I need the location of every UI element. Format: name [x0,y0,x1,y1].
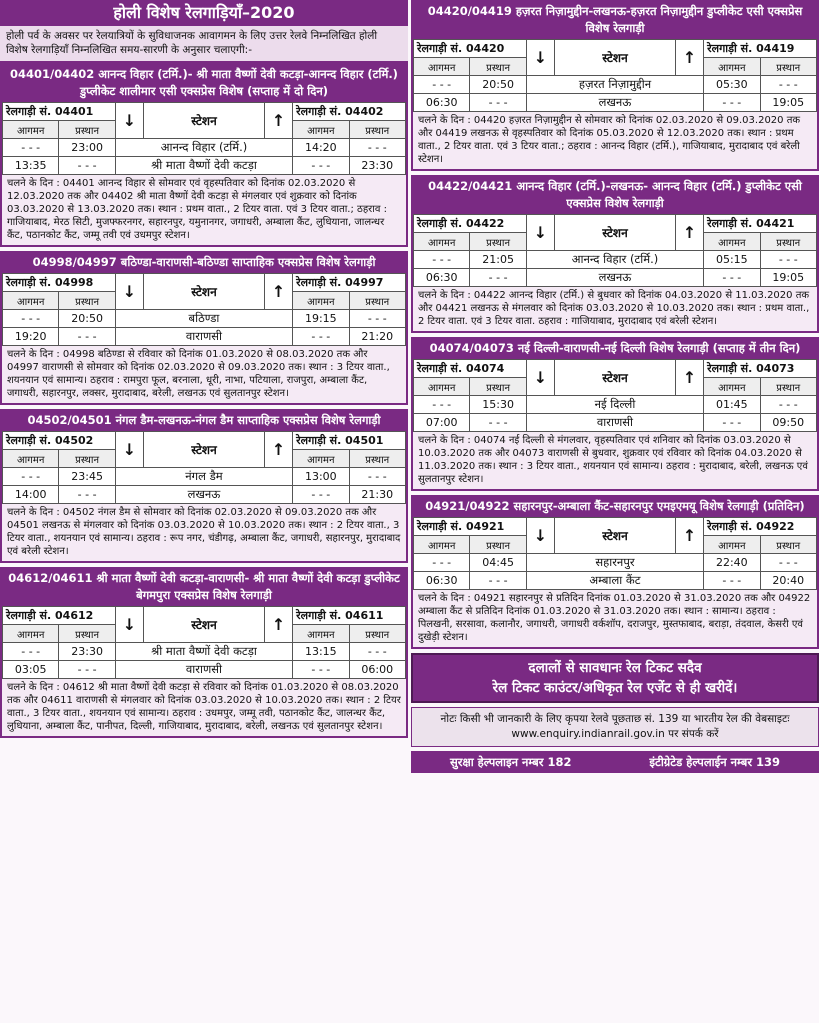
arrival-header: आगमन [704,58,760,76]
down-departure-time: 21:05 [470,251,526,269]
train-header: 04612/04611 श्री माता वैष्णों देवी कटड़ा-वाराणसी- श्री माता वैष्णों देवी कटड़ा डुप्लीकेट बेगमपुरा एक्सप्रेस विशेष रेलगाड़ी [2,569,406,606]
up-arrival-time: 05:30 [704,76,760,94]
down-arrow-icon: ↓ [115,274,143,310]
train-details: चलने के दिन : 04921 सहारनपुर से प्रतिदिन दिनांक 01.03.2020 से 31.03.2020 तक और 04922 अम्बाला कैंट से प्रतिदिन दिनांक 01.03.2020 से 31.03.2020 तक। स्थान : सामान्य। ठहराव : पिलखनी, सरसावा, कलानौर, जगाधरी, जगाधरी वर्कशॉप, दराजपुर, मुस्तफाबाद, बराड़ा, तंदवाल, केसरी एवं दुखेड़ी स्टेशन। [413,590,817,647]
down-departure-time: 23:00 [59,139,115,157]
station-name: वाराणसी [115,328,292,346]
departure-header: प्रस्थान [470,233,526,251]
up-arrival-time: - - - [293,661,349,679]
schedule-row [414,269,817,287]
arrival-header: आगमन [414,378,470,396]
up-arrow-icon: ↑ [264,274,292,310]
train-card [0,251,408,405]
down-departure-time: 20:50 [470,76,526,94]
down-arrival-time: 03:05 [3,661,59,679]
schedule-table [413,39,817,112]
departure-header: प्रस्थान [349,292,405,310]
up-arrival-time: - - - [293,486,349,504]
left-column [0,0,408,742]
helpline-bar [411,751,819,773]
station-name: आनन्द विहार (टर्मि.) [115,139,292,157]
page-title: होली विशेष रेलगाड़ियाँ–2020 [0,0,408,26]
departure-header: प्रस्थान [59,292,115,310]
down-departure-time: 04:45 [470,554,526,572]
schedule-row [3,310,406,328]
train-details: चलने के दिन : 04422 आनन्द विहार (टर्मि.) से बुधवार को दिनांक 04.03.2020 से 11.03.2020 तक और 04421 लखनऊ से मंगलवार को दिनांक 03.03.2020 से 10.03.2020 तक। स्थान : प्रथम वाता., 2 टियर वाता. एवं 3 टियर वाता. ठहराव : गाजियाबाद, मुरादाबाद एवं बरेली स्टेशन। [413,287,817,331]
schedule-row [414,572,817,590]
warning-line-1: दलालों से सावधानः रेल टिकट सदैव [528,660,702,676]
schedule-table [413,359,817,432]
departure-header: प्रस्थान [59,625,115,643]
down-arrival-time: 13:35 [3,157,59,175]
train-header: 04998/04997 बठिण्डा-वाराणसी-बठिण्डा साप्ताहिक एक्सप्रेस विशेष रेलगाड़ी [2,253,406,273]
departure-header: प्रस्थान [470,378,526,396]
down-arrow-icon: ↓ [526,40,554,76]
schedule-table [2,273,406,346]
arrival-header: आगमन [3,292,59,310]
down-arrow-icon: ↓ [115,103,143,139]
train-card [411,337,819,491]
train-number-row [414,360,817,378]
down-arrival-time: - - - [3,643,59,661]
schedule-row [3,643,406,661]
enquiry-note: नोटः किसी भी जानकारी के लिए कृपया रेलवे पूछताछ सं. 139 या भारतीय रेल की वेबसाइटः www.enquiry.indianrail.gov.in पर संपर्क करें [411,707,819,747]
down-arrow-icon: ↓ [526,518,554,554]
schedule-row [414,94,817,112]
security-helpline: सुरक्षा हेल्पलाइन नम्बर 182 [449,755,572,769]
train-card [411,495,819,649]
station-name: श्री माता वैष्णों देवी कटड़ा [115,157,292,175]
down-arrival-time: - - - [3,310,59,328]
arrival-header: आगमन [414,536,470,554]
schedule-table [413,517,817,590]
train-card [0,409,408,563]
down-departure-time: - - - [470,414,526,432]
train-card [0,567,408,738]
integrated-helpline: इंटीग्रेटेड हेल्पलाईन नम्बर 139 [649,755,781,769]
up-departure-time: - - - [349,643,405,661]
up-arrow-icon: ↑ [675,518,703,554]
down-train-number: रेलगाड़ी सं. 04502 [3,432,116,450]
down-departure-time: - - - [59,328,115,346]
station-name: नई दिल्ली [526,396,703,414]
train-details: चलने के दिन : 04998 बठिण्डा से रविवार को दिनांक 01.03.2020 से 08.03.2020 तक और 04997 वाराणसी से सोमवार को दिनांक 02.03.2020 से 09.03.2020 तक। स्थान : 3 टियर वाता., शयनयान एवं सामान्य। ठहराव : रामपुरा फूल, बरनाला, धूरी, नाभा, पटियाला, राजपुरा, अम्बाला कैंट, जगाधरी, सहारनपुर, लक्सर, मुरादाबाद, बरेली, लखनऊ एवं सुलतानपुर स्टेशन। [2,346,406,403]
train-details: चलने के दिन : 04074 नई दिल्ली से मंगलवार, वृहस्पतिवार एवं शनिवार को दिनांक 03.03.2020 से 10.03.2020 तक और 04073 वाराणसी से बुधवार, शुक्रवार एवं रविवार को दिनांक 04.03.2020 से 11.03.2020 तक। स्थान : 3 टियर वाता., शयनयान एवं सामान्य। ठहराव : मुरादाबाद, बरेली, लखनऊ एवं सुलतानपुर स्टेशन। [413,432,817,489]
up-arrival-time: 14:20 [293,139,349,157]
station-heading: स्टेशन [144,607,265,643]
down-arrival-time: - - - [414,251,470,269]
up-arrival-time: - - - [704,572,760,590]
schedule-table [2,102,406,175]
up-departure-time: - - - [760,396,816,414]
schedule-row [3,139,406,157]
up-arrival-time: - - - [293,157,349,175]
down-arrival-time: - - - [3,139,59,157]
arrival-header: आगमन [3,625,59,643]
down-arrival-time: 19:20 [3,328,59,346]
departure-header: प्रस्थान [470,536,526,554]
schedule-row [414,414,817,432]
down-arrival-time: 07:00 [414,414,470,432]
departure-header: प्रस्थान [349,450,405,468]
schedule-table [2,431,406,504]
up-arrival-time: 22:40 [704,554,760,572]
departure-header: प्रस्थान [760,536,816,554]
train-card [411,175,819,333]
down-departure-time: - - - [470,94,526,112]
station-heading: स्टेशन [555,40,676,76]
schedule-table [2,606,406,679]
schedule-row [3,486,406,504]
schedule-row [3,157,406,175]
up-departure-time: 23:30 [349,157,405,175]
down-arrival-time: - - - [414,396,470,414]
departure-header: प्रस्थान [760,233,816,251]
up-arrival-time: 13:00 [293,468,349,486]
down-departure-time: - - - [59,157,115,175]
train-header: 04420/04419 हज़रत निज़ामुद्दीन-लखनऊ-हज़रत निज़ामुद्दीन डुप्लीकेट एसी एक्सप्रेस विशेष रेलगाड़ी [413,2,817,39]
train-number-row [414,40,817,58]
right-train-list [411,0,819,649]
arrival-header: आगमन [3,121,59,139]
train-details: चलने के दिन : 04401 आनन्द विहार से सोमवार एवं वृहस्पतिवार को दिनांक 02.03.2020 से 12.03.2020 तक और 04402 श्री माता वैष्णों देवी कटड़ा से मंगलवार एवं शुक्रवार को दिनांक 03.03.2020 से 13.03.2020 तक। स्थान : प्रथम वाता., 2 टियर वाता. एवं 3 टियर वाता.; ठहराव : गाजियाबाद, मेरठ सिटी, मुजफ्फरनगर, सहारनपुर, यमुनानगर, जगाधरी, अम्बाला कैंट, लुधियाना, जालन्धर कैंट, पठानकोट कैंट, जम्मू तवी एवं उधमपुर स्टेशन। [2,175,406,245]
up-arrow-icon: ↑ [264,607,292,643]
up-departure-time: 20:40 [760,572,816,590]
up-arrow-icon: ↑ [675,360,703,396]
arrival-header: आगमन [704,378,760,396]
right-column [411,0,819,773]
schedule-row [3,468,406,486]
down-train-number: रेलगाड़ी सं. 04998 [3,274,116,292]
intro-text: होली पर्व के अवसर पर रेलयात्रियों के सुविधाजनक आवागमन के लिए उत्तर रेलवे निम्नलिखित होली विशेष रेलगाड़ियाँ निम्नलिखित समय-सारणी के अनुसार चलाएगी:- [0,26,408,63]
down-train-number: रेलगाड़ी सं. 04401 [3,103,116,121]
train-number-row [3,432,406,450]
station-heading: स्टेशन [555,360,676,396]
schedule-row [3,661,406,679]
up-train-number: रेलगाड़ी सं. 04501 [293,432,406,450]
down-departure-time: 15:30 [470,396,526,414]
train-card [411,0,819,171]
schedule-row [414,396,817,414]
station-name: आनन्द विहार (टर्मि.) [526,251,703,269]
arrival-header: आगमन [414,58,470,76]
down-arrival-time: - - - [414,554,470,572]
train-header: 04401/04402 आनन्द विहार (टर्मि.)- श्री माता वैष्णों देवी कटड़ा-आनन्द विहार (टर्मि.) डुप्लीकेट शालीमार एसी एक्सप्रेस विशेष (सप्ताह में दो दिन) [2,65,406,102]
arrival-header: आगमन [293,450,349,468]
station-name: लखनऊ [526,94,703,112]
station-heading: स्टेशन [144,103,265,139]
station-name: वाराणसी [526,414,703,432]
down-arrival-time: - - - [3,468,59,486]
train-details: चलने के दिन : 04420 हज़रत निज़ामुद्दीन से सोमवार को दिनांक 02.03.2020 से 09.03.2020 तक और 04419 लखनऊ से वृहस्पतिवार को दिनांक 05.03.2020 से 12.03.2020 तक। स्थान : प्रथम वाता., 2 टियर वाता. एवं 3 टियर वाता.; ठहराव : आनन्द विहार (टर्मि.), गाजियाबाद, मुरादाबाद एवं बरेली स्टेशन। [413,112,817,169]
up-arrival-time: 01:45 [704,396,760,414]
station-name: नंगल डैम [115,468,292,486]
train-number-row [414,215,817,233]
station-name: अम्बाला कैंट [526,572,703,590]
down-arrival-time: - - - [414,76,470,94]
up-departure-time: - - - [760,76,816,94]
down-departure-time: 23:30 [59,643,115,661]
down-arrival-time: 06:30 [414,269,470,287]
down-arrow-icon: ↓ [115,607,143,643]
down-arrival-time: 06:30 [414,94,470,112]
up-arrow-icon: ↑ [264,103,292,139]
departure-header: प्रस्थान [760,378,816,396]
up-train-number: रेलगाड़ी सं. 04997 [293,274,406,292]
down-train-number: रेलगाड़ी सं. 04074 [414,360,527,378]
down-train-number: रेलगाड़ी सं. 04420 [414,40,527,58]
train-header: 04502/04501 नंगल डैम-लखनऊ-नंगल डैम साप्ताहिक एक्सप्रेस विशेष रेलगाड़ी [2,411,406,431]
up-arrival-time: 13:15 [293,643,349,661]
station-name: लखनऊ [526,269,703,287]
up-departure-time: 09:50 [760,414,816,432]
arrival-header: आगमन [293,625,349,643]
up-train-number: रेलगाड़ी सं. 04611 [293,607,406,625]
down-departure-time: 23:45 [59,468,115,486]
arrival-header: आगमन [414,233,470,251]
up-arrow-icon: ↑ [675,40,703,76]
arrival-header: आगमन [704,536,760,554]
train-header: 04074/04073 नई दिल्ली-वाराणसी-नई दिल्ली विशेष रेलगाड़ी (सप्ताह में तीन दिन) [413,339,817,359]
departure-header: प्रस्थान [349,121,405,139]
up-train-number: रेलगाड़ी सं. 04922 [704,518,817,536]
down-arrow-icon: ↓ [115,432,143,468]
train-details: चलने के दिन : 04612 श्री माता वैष्णों देवी कटड़ा से रविवार को दिनांक 01.03.2020 से 08.03.2020 तक और 04611 वाराणसी से मंगलवार को दिनांक 03.03.2020 से 10.03.2020 तक। स्थान : 2 टियर वाता., 3 टियर वाता., शयनयान एवं सामान्य। ठहराव : उधमपुर, जम्मू तवी, पठानकोट कैंट, जालन्धर कैंट, लुधियाना, अम्बाला कैंट, पानीपत, दिल्ली, गाजियाबाद, मुरादाबाद, बरेली, लखनऊ एवं सुलतानपुर स्टेशन। [2,679,406,736]
down-departure-time: - - - [470,572,526,590]
down-departure-time: - - - [470,269,526,287]
up-arrival-time: - - - [704,414,760,432]
station-heading: स्टेशन [555,518,676,554]
up-arrival-time: 19:15 [293,310,349,328]
station-name: सहारनपुर [526,554,703,572]
train-number-row [3,103,406,121]
left-train-list [0,63,408,738]
station-name: हज़रत निज़ामुद्दीन [526,76,703,94]
up-departure-time: 06:00 [349,661,405,679]
departure-header: प्रस्थान [760,58,816,76]
arrival-header: आगमन [704,233,760,251]
up-arrival-time: - - - [704,94,760,112]
down-train-number: रेलगाड़ी सं. 04921 [414,518,527,536]
train-details: चलने के दिन : 04502 नंगल डैम से सोमवार को दिनांक 02.03.2020 से 09.03.2020 तक और 04501 लखनऊ से मंगलवार को दिनांक 03.03.2020 से 10.03.2020 तक। स्थान : 2 टियर वाता., 3 टियर वाता., शयनयान एवं सामान्य। ठहराव : रूप नगर, चंडीगढ़, अम्बाला कैंट, जगाधरी, सहारनपुर, मुरादाबाद एवं बरेली स्टेशन। [2,504,406,561]
station-name: बठिण्डा [115,310,292,328]
down-arrival-time: 14:00 [3,486,59,504]
up-departure-time: 19:05 [760,269,816,287]
warning-line-2: रेल टिकट काउंटर/अधिकृत रेल एजेंट से ही खरीदें। [492,680,738,696]
departure-header: प्रस्थान [349,625,405,643]
down-train-number: रेलगाड़ी सं. 04422 [414,215,527,233]
up-arrow-icon: ↑ [675,215,703,251]
warning-banner [411,653,819,703]
schedule-row [414,554,817,572]
train-number-row [3,274,406,292]
down-arrival-time: 06:30 [414,572,470,590]
train-header: 04422/04421 आनन्द विहार (टर्मि.)-लखनऊ- आनन्द विहार (टर्मि.) डुप्लीकेट एसी एक्सप्रेस विशेष रेलगाड़ी [413,177,817,214]
station-heading: स्टेशन [144,432,265,468]
station-heading: स्टेशन [144,274,265,310]
up-departure-time: 21:30 [349,486,405,504]
train-number-row [414,518,817,536]
down-departure-time: 20:50 [59,310,115,328]
up-departure-time: 21:20 [349,328,405,346]
up-arrival-time: 05:15 [704,251,760,269]
schedule-row [414,251,817,269]
up-departure-time: - - - [349,310,405,328]
station-name: श्री माता वैष्णों देवी कटड़ा [115,643,292,661]
up-departure-time: - - - [349,468,405,486]
departure-header: प्रस्थान [59,450,115,468]
up-departure-time: - - - [349,139,405,157]
up-arrival-time: - - - [704,269,760,287]
down-train-number: रेलगाड़ी सं. 04612 [3,607,116,625]
station-name: वाराणसी [115,661,292,679]
up-departure-time: 19:05 [760,94,816,112]
arrival-header: आगमन [293,292,349,310]
train-card [0,63,408,247]
up-departure-time: - - - [760,251,816,269]
up-train-number: रेलगाड़ी सं. 04402 [293,103,406,121]
up-departure-time: - - - [760,554,816,572]
down-arrow-icon: ↓ [526,360,554,396]
schedule-row [3,328,406,346]
down-arrow-icon: ↓ [526,215,554,251]
departure-header: प्रस्थान [470,58,526,76]
up-arrow-icon: ↑ [264,432,292,468]
departure-header: प्रस्थान [59,121,115,139]
schedule-table [413,214,817,287]
schedule-row [414,76,817,94]
train-number-row [3,607,406,625]
up-train-number: रेलगाड़ी सं. 04419 [704,40,817,58]
train-header: 04921/04922 सहारनपुर-अम्बाला कैंट-सहारनपुर एमइएमयू विशेष रेलगाड़ी (प्रतिदिन) [413,497,817,517]
up-arrival-time: - - - [293,328,349,346]
up-train-number: रेलगाड़ी सं. 04421 [704,215,817,233]
down-departure-time: - - - [59,486,115,504]
station-heading: स्टेशन [555,215,676,251]
up-train-number: रेलगाड़ी सं. 04073 [704,360,817,378]
down-departure-time: - - - [59,661,115,679]
arrival-header: आगमन [293,121,349,139]
station-name: लखनऊ [115,486,292,504]
arrival-header: आगमन [3,450,59,468]
